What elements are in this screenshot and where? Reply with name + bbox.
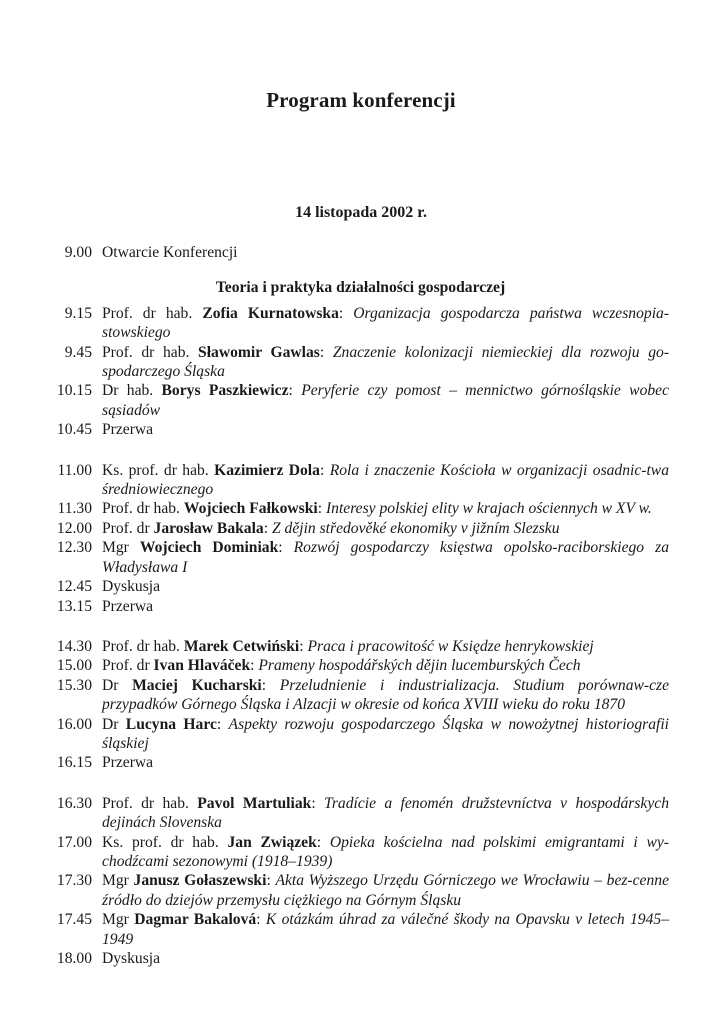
program-entry xyxy=(52,519,669,538)
speaker-title: Prof. dr hab. xyxy=(102,343,199,361)
entry-text: Ks. prof. dr hab. Kazimierz Dola: Rola i znaczenie Kościoła w organizacji osadnic-twa średniowiecznego xyxy=(102,461,670,499)
entry-time: 18.00 xyxy=(56,950,92,967)
speaker-title: Prof. dr hab. xyxy=(102,304,203,322)
entry-text: Mgr Dagmar Bakalová: K otázkám úhrad za válečné škody na Opavsku v letech 1945–1949 xyxy=(102,911,669,948)
speaker-title: Prof. dr hab. xyxy=(102,500,184,518)
program-entry xyxy=(52,538,669,577)
entry-text: Prof. dr hab. Wojciech Fałkowski: Interesy polskiej elity w krajach ościennych w XV w. xyxy=(102,500,652,518)
talk-title: Interesy polskiej elity w krajach ościennych w XV w. xyxy=(325,500,652,518)
entry-time: 13.15 xyxy=(56,597,92,615)
entry-time: 15.00 xyxy=(56,657,92,675)
speaker-title: Prof. dr xyxy=(102,519,154,537)
entry-text: Ks. prof. dr hab. Jan Związek: Opieka kościelna nad polskimi emigrantami i wy-chodźcami sezonowymi (1918–1939) xyxy=(102,833,669,870)
program-entry xyxy=(52,949,669,968)
entry-time: 11.30 xyxy=(57,500,92,518)
speaker-title: Mgr xyxy=(102,911,135,929)
talk-title: Tradície a fenomén družstevníctva v hospodárskych dejinách Slovenska xyxy=(102,794,669,832)
block-separator xyxy=(52,616,669,637)
entry-text: Mgr Janusz Gołaszewski: Akta Wyższego Urzędu Górniczego we Wrocławiu – bez-cenne źródło do dziejów przemysłu ciężkiego na Górnym Śląsku xyxy=(102,872,669,909)
entry-time: 16.15 xyxy=(56,754,92,772)
program-entry xyxy=(52,656,669,675)
program-entry xyxy=(52,381,669,420)
entry-time: 9.00 xyxy=(64,244,92,261)
entry-text: Mgr Wojciech Dominiak: Rozwój gospodarczy księstwa opolsko-raciborskiego za Władysława I xyxy=(102,539,669,576)
entry-time: 12.30 xyxy=(56,539,92,557)
speaker-title: Prof. dr xyxy=(102,657,154,675)
speaker-name: Janusz Gołaszewski xyxy=(133,872,267,890)
block-separator xyxy=(52,773,669,794)
program-entry xyxy=(52,833,669,872)
entry-text: Przerwa xyxy=(102,754,154,772)
entry-text: Dr hab. Borys Paszkiewicz: Peryferie czy pomost – mennictwo górnośląskie wobec sąsiadów xyxy=(102,382,670,419)
talk-title: Z dějin středověké ekonomiky v jižním Slezsku xyxy=(271,519,560,537)
speaker-name: Marek Cetwiński xyxy=(183,637,300,655)
entry-time: 17.30 xyxy=(56,872,92,890)
program-entry xyxy=(52,794,669,833)
program-entry xyxy=(52,597,669,616)
speaker-title: Prof. dr hab. xyxy=(102,794,198,812)
entry-text: Dr Lucyna Harc: Aspekty rozwoju gospodarczego Śląska w nowożytnej historiografii śląskiej xyxy=(102,715,669,752)
speaker-name: Sławomir Gawlas xyxy=(198,343,320,361)
program-entry xyxy=(52,420,669,439)
speaker-title: Dr hab. xyxy=(102,382,162,400)
program-list xyxy=(52,243,669,968)
program-entry xyxy=(52,461,669,500)
entry-time: 10.15 xyxy=(56,382,92,400)
page-title: Program konferencji xyxy=(266,88,456,112)
entry-text: Otwarcie Konferencji xyxy=(102,244,238,261)
entry-text: Dr Maciej Kucharski: Przeludnienie i industrializacja. Studium porównaw-cze przypadków Górnego Śląska i Alzacji w okresie od końca XVIII wieku do roku 1870 xyxy=(102,676,669,714)
entry-text: Dyskusja xyxy=(102,950,161,967)
speaker-name: Zofia Kurnatowska xyxy=(202,304,339,322)
entry-text: Dyskusja xyxy=(102,578,161,596)
entry-text: Prof. dr hab. Zofia Kurnatowska: Organizacja gospodarcza państwa wczesnopia-stowskiego xyxy=(102,304,670,342)
program-entry-opening xyxy=(52,243,669,262)
section-title: Teoria i praktyka działalności gospodarczej xyxy=(215,279,506,297)
program-entry xyxy=(52,577,669,596)
entry-text: Prof. dr Jarosław Bakala: Z dějin středověké ekonomiky v jižním Slezsku xyxy=(102,519,560,537)
entry-text: Przerwa xyxy=(102,597,154,615)
speaker-name: Maciej Kucharski xyxy=(132,676,262,694)
program-entry xyxy=(52,343,669,382)
entry-time: 9.15 xyxy=(64,304,92,322)
entry-time: 16.00 xyxy=(56,715,92,733)
program-entry xyxy=(52,676,669,715)
talk-title: K otázkám úhrad za válečné škody na Opavsku v letech 1945–1949 xyxy=(102,911,669,948)
talk-title: Znaczenie kolonizacji niemieckiej dla rozwoju go-spodarczego Śląska xyxy=(102,343,670,381)
entry-time: 14.30 xyxy=(56,637,92,655)
talk-title: Organizacja gospodarcza państwa wczesnopia-stowskiego xyxy=(102,304,670,342)
entry-time: 17.00 xyxy=(56,833,92,851)
entry-text: Prof. dr hab. Pavol Martuliak: Tradície a fenomén družstevníctva v hospodárskych dejinách Slovenska xyxy=(102,794,669,832)
program-entry xyxy=(52,871,669,910)
speaker-name: Wojciech Dominiak xyxy=(139,539,279,557)
speaker-title: Dr xyxy=(102,676,133,694)
entry-time: 9.45 xyxy=(64,343,92,361)
speaker-title: Ks. prof. dr hab. xyxy=(102,461,215,479)
speaker-name: Jan Związek xyxy=(227,833,317,851)
date-heading: 14 listopada 2002 r. xyxy=(295,204,427,221)
speaker-name: Dagmar Bakalová xyxy=(134,911,257,929)
entry-time: 10.45 xyxy=(56,421,92,439)
entry-time: 12.00 xyxy=(56,519,92,537)
speaker-title: Dr xyxy=(102,715,126,733)
speaker-name: Ivan Hlaváček xyxy=(153,657,251,675)
talk-title: Rozwój gospodarczy księstwa opolsko-raciborskiego za Władysława I xyxy=(102,539,669,576)
talk-title: Opieka kościelna nad polskimi emigrantami i wy-chodźcami sezonowymi (1918–1939) xyxy=(102,833,669,870)
program-entry xyxy=(52,499,669,518)
talk-title: Przeludnienie i industrializacja. Studium porównaw-cze przypadków Górnego Śląska i Alzacji w okresie od końca XVIII wieku do roku 1870 xyxy=(102,676,669,714)
speaker-title: Mgr xyxy=(102,539,140,557)
program-entry xyxy=(52,304,669,343)
speaker-title: Prof. dr hab. xyxy=(102,637,184,655)
speaker-title: Ks. prof. dr hab. xyxy=(102,833,228,851)
entry-time: 17.45 xyxy=(56,911,92,929)
talk-title: Aspekty rozwoju gospodarczego Śląska w nowożytnej historiografii śląskiej xyxy=(102,715,669,752)
speaker-name: Wojciech Fałkowski xyxy=(183,500,318,518)
program-blocks xyxy=(52,304,669,969)
talk-title: Akta Wyższego Urzędu Górniczego we Wrocławiu – bez-cenne źródło do dziejów przemysłu ciężkiego na Górnym Śląsku xyxy=(102,872,669,909)
entry-time: 16.30 xyxy=(56,794,92,812)
entry-time: 12.45 xyxy=(56,578,92,596)
program-entry xyxy=(52,910,669,949)
talk-title: Rola i znaczenie Kościoła w organizacji osadnic-twa średniowiecznego xyxy=(102,461,670,499)
speaker-name: Lucyna Harc xyxy=(125,715,217,733)
talk-title: Prameny hospodářských dějin lucemburských Čech xyxy=(258,657,581,675)
program-entry xyxy=(52,715,669,754)
speaker-title: Mgr xyxy=(102,872,134,890)
speaker-name: Kazimierz Dola xyxy=(214,461,320,479)
speaker-name: Pavol Martuliak xyxy=(197,794,312,812)
speaker-name: Jarosław Bakala xyxy=(153,519,264,537)
entry-text: Przerwa xyxy=(102,421,154,439)
talk-title: Praca i pracowitość w Księdze henrykowskiej xyxy=(307,637,594,655)
block-separator xyxy=(52,440,669,461)
talk-title: Peryferie czy pomost – mennictwo górnośląskie wobec sąsiadów xyxy=(102,382,670,419)
program-entry xyxy=(52,637,669,656)
entry-time: 11.00 xyxy=(57,461,92,479)
entry-text: Prof. dr hab. Sławomir Gawlas: Znaczenie kolonizacji niemieckiej dla rozwoju go-spodarczego Śląska xyxy=(102,343,670,381)
entry-time: 15.30 xyxy=(56,676,92,694)
speaker-name: Borys Paszkiewicz xyxy=(161,382,289,400)
entry-text: Prof. dr hab. Marek Cetwiński: Praca i pracowitość w Księdze henrykowskiej xyxy=(102,637,594,655)
entry-text: Prof. dr Ivan Hlaváček: Prameny hospodářských dějin lucemburských Čech xyxy=(102,657,581,675)
program-entry xyxy=(52,753,669,772)
